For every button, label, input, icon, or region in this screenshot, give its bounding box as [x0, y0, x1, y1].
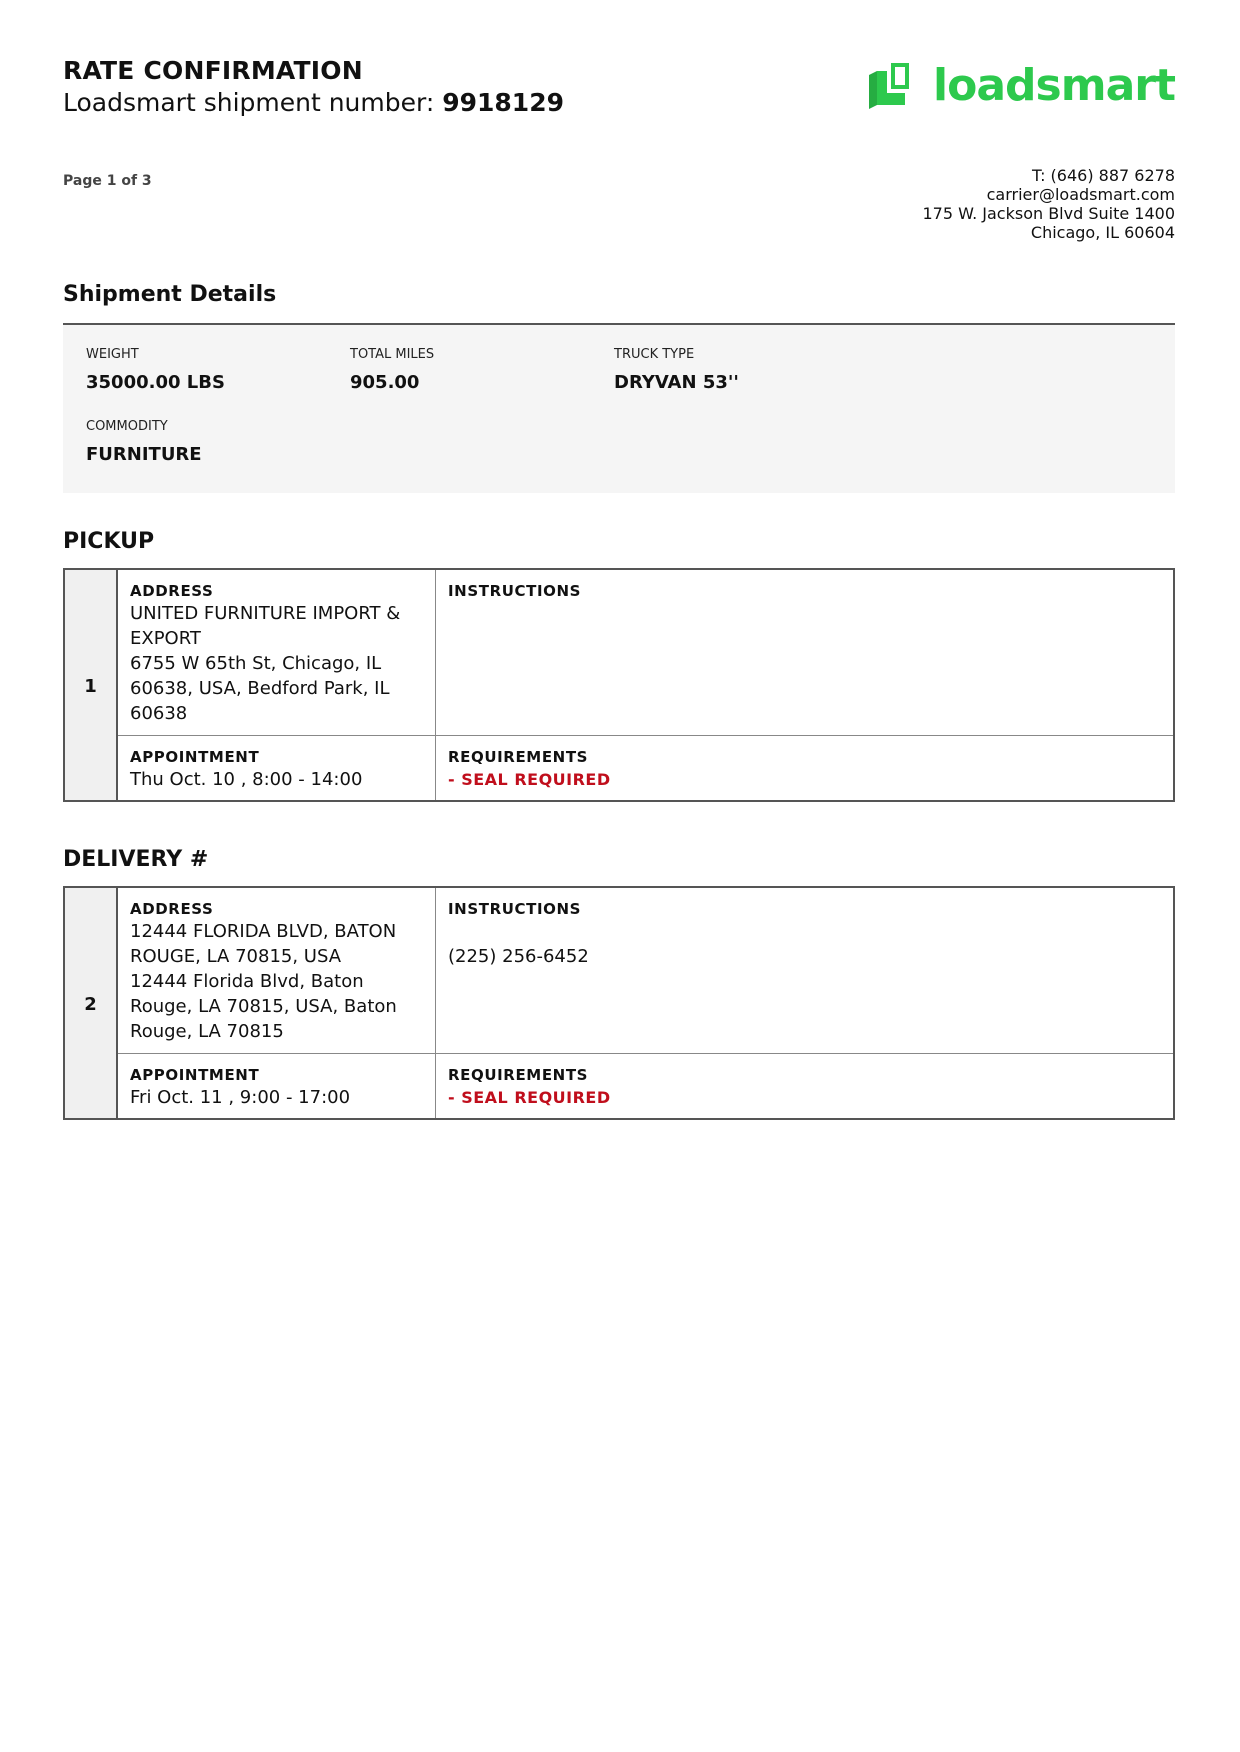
delivery-instructions-label: INSTRUCTIONS [448, 900, 582, 918]
loadsmart-logo-icon [869, 61, 913, 111]
delivery-instructions-cell [436, 887, 1175, 1054]
delivery-address-line: Rouge, LA 70815, USA, Baton [130, 996, 397, 1017]
pickup-address-line: 60638 [130, 703, 188, 724]
loadsmart-logo [869, 61, 1175, 111]
delivery-appointment-value: Fri Oct. 11 , 9:00 - 17:00 [130, 1087, 351, 1108]
delivery-address-line: 12444 FLORIDA BLVD, BATON [130, 921, 397, 942]
pickup-address-cell [117, 569, 436, 736]
contact-block [922, 166, 1175, 242]
delivery-stop-number: 2 [64, 887, 117, 1119]
contact-address-line2: Chicago, IL 60604 [1030, 223, 1175, 242]
delivery-appointment-label: APPOINTMENT [130, 1066, 260, 1084]
total-miles-field [350, 347, 434, 393]
delivery-instructions-value: (225) 256-6452 [448, 946, 589, 967]
pickup-address-line: EXPORT [130, 628, 201, 649]
pickup-instructions-label: INSTRUCTIONS [448, 582, 582, 600]
truck-type-field [614, 347, 739, 393]
pickup-requirements-label: REQUIREMENTS [448, 748, 589, 766]
pickup-requirements-value: - SEAL REQUIRED [448, 770, 611, 789]
total-miles-label: TOTAL MILES [350, 347, 435, 362]
page-number: Page 1 of 3 [63, 173, 152, 189]
delivery-address-line: ROUGE, LA 70815, USA [130, 946, 342, 967]
pickup-address-line: UNITED FURNITURE IMPORT & [130, 603, 401, 624]
delivery-address-line: 12444 Florida Blvd, Baton [130, 971, 364, 992]
pickup-address-line: 60638, USA, Bedford Park, IL [130, 678, 390, 699]
delivery-requirements-cell [436, 1054, 1175, 1120]
weight-value: 35000.00 LBS [86, 372, 225, 393]
shipment-number: 9918129 [442, 88, 564, 117]
commodity-label: COMMODITY [86, 419, 168, 434]
pickup-requirements-cell [436, 736, 1175, 802]
commodity-value: FURNITURE [86, 444, 202, 465]
truck-type-label: TRUCK TYPE [614, 347, 695, 362]
delivery-address-cell [117, 887, 436, 1054]
weight-field [86, 347, 225, 393]
shipment-details-title: Shipment Details [63, 282, 277, 307]
pickup-address-line: 6755 W 65th St, Chicago, IL [130, 653, 382, 674]
truck-type-value: DRYVAN 53'' [614, 372, 739, 393]
delivery-title: DELIVERY # [63, 847, 209, 872]
pickup-stop-number: 1 [64, 569, 117, 801]
pickup-table [63, 568, 1175, 802]
delivery-appointment-cell [117, 1054, 436, 1120]
pickup-appointment-cell [117, 736, 436, 802]
shipment-number-label: Loadsmart shipment number: [63, 88, 435, 117]
delivery-requirements-value: - SEAL REQUIRED [448, 1088, 611, 1107]
contact-address-line1: 175 W. Jackson Blvd Suite 1400 [922, 204, 1175, 223]
total-miles-value: 905.00 [350, 372, 420, 393]
pickup-instructions-cell [436, 569, 1175, 736]
shipment-details-box [63, 323, 1175, 493]
pickup-title: PICKUP [63, 529, 155, 554]
contact-phone: T: (646) 887 6278 [1032, 166, 1175, 185]
pickup-address-label: ADDRESS [130, 582, 214, 600]
contact-email: carrier@loadsmart.com [986, 185, 1175, 204]
document-title: RATE CONFIRMATION [63, 56, 363, 85]
delivery-address-label: ADDRESS [130, 900, 214, 918]
delivery-address-line: Rouge, LA 70815 [130, 1021, 284, 1042]
commodity-field [86, 419, 202, 465]
pickup-appointment-value: Thu Oct. 10 , 8:00 - 14:00 [130, 769, 363, 790]
pickup-appointment-label: APPOINTMENT [130, 748, 260, 766]
rate-confirmation-page [63, 55, 1175, 1108]
delivery-table [63, 886, 1175, 1120]
loadsmart-logo-text: loadsmart [933, 60, 1175, 111]
weight-label: WEIGHT [86, 347, 139, 362]
delivery-requirements-label: REQUIREMENTS [448, 1066, 589, 1084]
